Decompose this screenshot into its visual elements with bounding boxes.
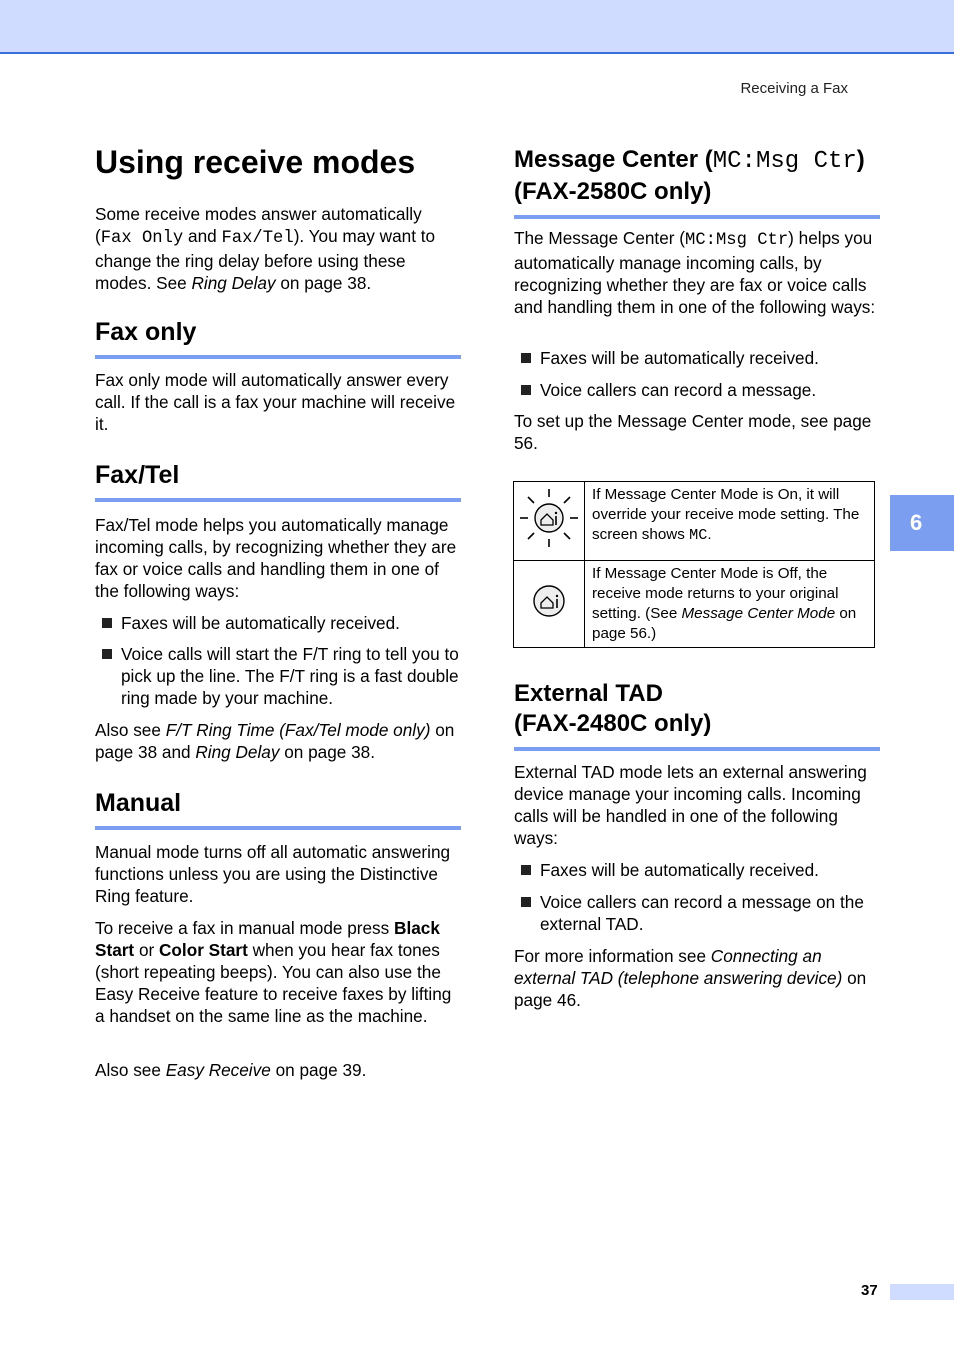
bullet-square-icon <box>521 353 531 363</box>
external-tad-more-info: For more information see Connecting an external TAD (telephone answering device) on page 46. <box>514 946 867 1010</box>
header-band <box>0 0 954 54</box>
bullet-square-icon <box>102 649 112 659</box>
message-center-off-icon <box>529 581 569 621</box>
heading-fax-tel: Fax/Tel <box>95 460 461 502</box>
table-cell-text: If Message Center Mode is Off, the receive mode returns to your original setting. (See Message Center Mode on page 56.) <box>585 561 875 648</box>
fax-tel-body: Fax/Tel mode helps you automatically manage incoming calls, by recognizing whether they are fax or voice calls and handling them in one of the following ways: <box>95 515 457 601</box>
table-cell-icon <box>514 561 585 648</box>
external-tad-body: External TAD mode lets an external answering device manage your incoming calls. Incoming calls will be handled in one of the following ways: <box>514 762 867 848</box>
fax-only-body: Fax only mode will automatically answer every call. If the call is a fax your machine will receive it. <box>95 370 456 434</box>
manual-body-1: Manual mode turns off all automatic answering functions unless you are using the Distinctive Ring feature. <box>95 842 451 906</box>
heading-external-tad: External TAD (FAX-2480C only) <box>514 679 880 751</box>
list-item: Faxes will be automatically received. <box>95 612 461 634</box>
heading-message-center: Message Center (MC:Msg Ctr) (FAX-2580C only) <box>514 145 880 219</box>
message-center-body: The Message Center (MC:Msg Ctr) helps you automatically manage incoming calls, by recognizing whether they are fax or voice calls and handling them in one of the following ways: <box>514 228 876 317</box>
table-cell-icon <box>514 482 585 561</box>
heading-manual: Manual <box>95 788 461 830</box>
bullet-square-icon <box>521 865 531 875</box>
fax-tel-also-see: Also see F/T Ring Time (Fax/Tel mode only) on page 38 and Ring Delay on page 38. <box>95 720 455 762</box>
heading-fax-only: Fax only <box>95 317 461 359</box>
message-center-on-icon <box>517 486 581 550</box>
list-item: Voice calls will start the F/T ring to tell you to pick up the line. The F/T ring is a fast double ring made by your machine. <box>95 643 461 709</box>
bullet-square-icon <box>521 897 531 907</box>
running-head: Receiving a Fax <box>740 80 848 97</box>
list-item: Voice callers can record a message. <box>514 379 880 401</box>
page-title: Using receive modes <box>95 144 416 180</box>
chapter-tab: 6 <box>890 495 954 551</box>
bullet-square-icon <box>102 618 112 628</box>
bullet-square-icon <box>521 385 531 395</box>
intro-paragraph: Some receive modes answer automatically (Fax Only and Fax/Tel). You may want to change the ring delay before using these modes. See Ring Delay on page 38. <box>95 204 436 293</box>
table-row <box>514 482 875 561</box>
table-cell-text: If Message Center Mode is On, it will override your receive mode setting. The screen shows MC. <box>585 482 875 561</box>
table-row <box>514 561 875 648</box>
message-center-note-table <box>513 481 875 648</box>
manual-body-2: To receive a fax in manual mode press Black Start or Color Start when you hear fax tones (short repeating beeps). You can also use the Easy Receive feature to receive faxes by lifting a handset on the same line as the machine. <box>95 918 452 1026</box>
list-item: Faxes will be automatically received. <box>514 347 880 369</box>
manual-also-see: Also see Easy Receive on page 39. <box>95 1060 367 1080</box>
list-item: Voice callers can record a message on the external TAD. <box>514 891 880 935</box>
footer-band <box>890 1284 954 1300</box>
list-item: Faxes will be automatically received. <box>514 859 880 881</box>
page-number: 37 <box>861 1282 878 1299</box>
message-center-setup: To set up the Message Center mode, see page 56. <box>514 411 872 453</box>
